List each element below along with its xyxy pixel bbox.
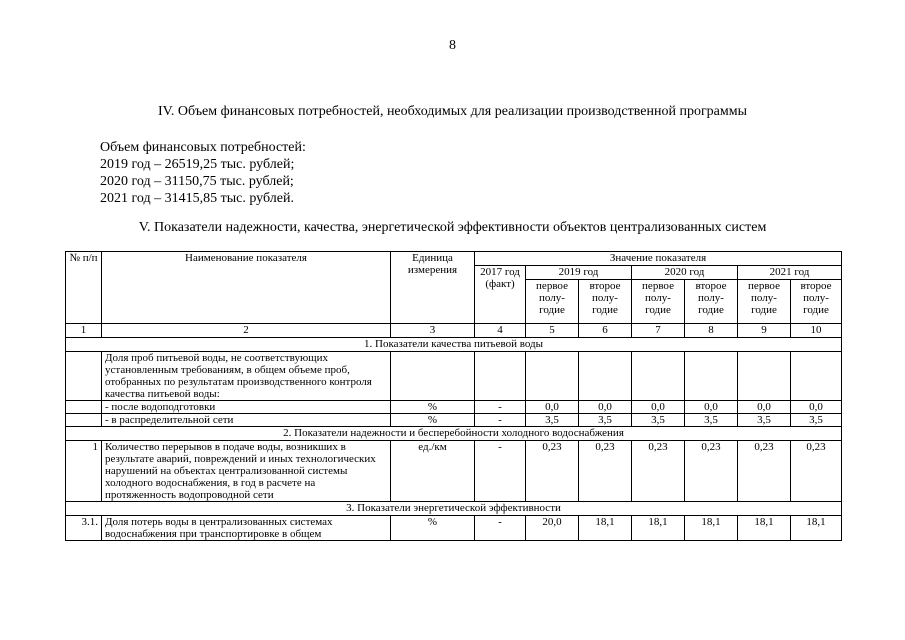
row-value <box>475 352 526 401</box>
row-value: 3,5 <box>579 414 632 427</box>
row-value: 0,0 <box>791 401 842 414</box>
header-2019: 2019 год <box>526 266 632 280</box>
header-2021: 2021 год <box>738 266 842 280</box>
column-number-cell: 8 <box>685 324 738 338</box>
row-value: 0,23 <box>685 441 738 502</box>
row-value: - <box>475 414 526 427</box>
header-half-2: второе полу-годие <box>791 280 842 324</box>
table-row <box>66 441 842 502</box>
table-row <box>66 414 842 427</box>
header-2017: 2017 год (факт) <box>475 266 526 324</box>
row-num <box>66 352 102 401</box>
row-name: - после водоподготовки <box>102 401 391 414</box>
finance-block <box>100 139 306 207</box>
header-half-2: второе полу-годие <box>685 280 738 324</box>
header-half-2: второе полу-годие <box>579 280 632 324</box>
row-value <box>579 352 632 401</box>
row-unit: ед./км <box>391 441 475 502</box>
section-row <box>66 502 842 516</box>
row-value: 0,23 <box>579 441 632 502</box>
row-value: 0,23 <box>738 441 791 502</box>
row-name: Доля проб питьевой воды, не соответствующих установленным требованиям, в общем объеме проб, отобранных по результатам производственного контроля качества питьевой воды: <box>102 352 391 401</box>
finance-line: 2020 год – 31150,75 тыс. рублей; <box>100 174 294 189</box>
row-value <box>791 352 842 401</box>
row-value: 3,5 <box>632 414 685 427</box>
column-number-cell: 5 <box>526 324 579 338</box>
row-value: 3,5 <box>738 414 791 427</box>
row-value: 20,0 <box>526 516 579 541</box>
column-number-row <box>66 324 842 338</box>
column-number-cell: 7 <box>632 324 685 338</box>
row-value <box>685 352 738 401</box>
row-value: 18,1 <box>685 516 738 541</box>
header-value: Значение показателя <box>475 252 842 266</box>
row-value: 0,0 <box>579 401 632 414</box>
section-4-title: IV. Объем финансовых потребностей, необходимых для реализации производственной программы <box>157 104 748 119</box>
section-title: 3. Показатели энергетической эффективности <box>66 502 842 516</box>
row-value: - <box>475 441 526 502</box>
row-value: - <box>475 516 526 541</box>
column-number-cell: 3 <box>391 324 475 338</box>
header-2020: 2020 год <box>632 266 738 280</box>
section-5-title: V. Показатели надежности, качества, энергетической эффективности объектов централизованных систем <box>138 220 767 235</box>
section-title: 1. Показатели качества питьевой воды <box>66 338 842 352</box>
finance-line: 2021 год – 31415,85 тыс. рублей. <box>100 191 294 206</box>
row-value <box>632 352 685 401</box>
finance-intro: Объем финансовых потребностей: <box>100 140 306 155</box>
row-value: 0,0 <box>685 401 738 414</box>
row-name: - в распределительной сети <box>102 414 391 427</box>
column-number-cell: 10 <box>791 324 842 338</box>
header-half-1: первое полу-годие <box>526 280 579 324</box>
section-title: 2. Показатели надежности и бесперебойности холодного водоснабжения <box>66 427 842 441</box>
row-name: Доля потерь воды в централизованных системах водоснабжения при транспортировке в общем <box>102 516 391 541</box>
column-number-cell: 9 <box>738 324 791 338</box>
header-num: № п/п <box>66 252 102 324</box>
header-half-1: первое полу-годие <box>738 280 791 324</box>
row-unit <box>391 352 475 401</box>
row-value <box>738 352 791 401</box>
table-row <box>66 352 842 401</box>
row-value: 0,0 <box>632 401 685 414</box>
section-row <box>66 338 842 352</box>
row-value: 0,0 <box>738 401 791 414</box>
row-value: - <box>475 401 526 414</box>
row-unit: % <box>391 401 475 414</box>
column-number-cell: 4 <box>475 324 526 338</box>
row-value: 3,5 <box>526 414 579 427</box>
row-value: 3,5 <box>791 414 842 427</box>
row-num: 1 <box>66 441 102 502</box>
column-number-cell: 2 <box>102 324 391 338</box>
row-value: 0,0 <box>526 401 579 414</box>
row-value: 0,23 <box>632 441 685 502</box>
page-number: 8 <box>449 38 456 53</box>
row-value: 18,1 <box>632 516 685 541</box>
row-value: 18,1 <box>579 516 632 541</box>
row-num: 3.1. <box>66 516 102 541</box>
column-number-cell: 6 <box>579 324 632 338</box>
row-value: 0,23 <box>791 441 842 502</box>
row-value <box>526 352 579 401</box>
section-row <box>66 427 842 441</box>
finance-line: 2019 год – 26519,25 тыс. рублей; <box>100 157 295 172</box>
table-row <box>66 401 842 414</box>
table-row <box>66 516 842 541</box>
row-value: 18,1 <box>791 516 842 541</box>
row-num <box>66 414 102 427</box>
row-value: 0,23 <box>526 441 579 502</box>
column-number-cell: 1 <box>66 324 102 338</box>
header-unit: Единица измерения <box>391 252 475 324</box>
row-unit: % <box>391 414 475 427</box>
header-name: Наименование показателя <box>102 252 391 324</box>
indicators-table <box>65 251 842 541</box>
row-name: Количество перерывов в подаче воды, возникших в результате аварий, повреждений и иных технологических нарушений на объектах централизованной системы холодного водоснабжения, в год в расчете на протяженность водопроводной сети <box>102 441 391 502</box>
header-half-1: первое полу-годие <box>632 280 685 324</box>
row-value: 3,5 <box>685 414 738 427</box>
row-value: 18,1 <box>738 516 791 541</box>
row-num <box>66 401 102 414</box>
row-unit: % <box>391 516 475 541</box>
